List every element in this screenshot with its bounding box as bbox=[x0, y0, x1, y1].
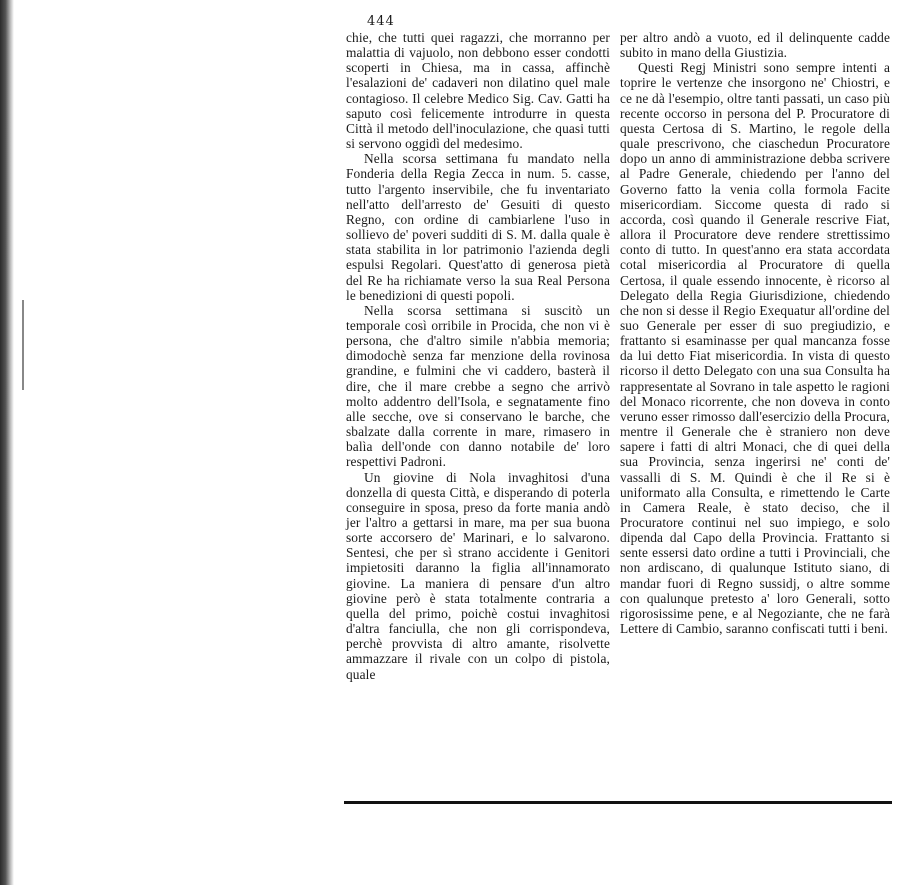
right-paragraph-1: per altro andò a vuoto, ed il delinquente cadde subito in mano della Giustizia. bbox=[620, 30, 890, 61]
left-paragraph-2: Nella scorsa settimana fu mandato nella Fonderia della Regia Zecca in num. 5. casse, tutto l'argento inservibile, che fu inventariato nell'atto dell'arresto de' Gesuiti di questo Regno, con ordine di cambiarlene l'uso in sollievo de' poveri sudditi di S. M. dalla quale è stata stabilita in lor patrimonio l'azienda degli espulsi Regolari. Quest'atto di generosa pietà del Re ha richiamate verso la sua Real Persona le benedizioni di questi popoli. bbox=[346, 151, 610, 303]
page-number: 444 bbox=[367, 14, 395, 29]
left-paragraph-1: chie, che tutti quei ragazzi, che morranno per malattia di vajuolo, non debbono esser condotti scoperti in Chiesa, ma in cassa, affinchè l'esalazioni de' cadaveri non dilatino quel male contagioso. Il celebre Medico Sig. Cav. Gatti ha saputo così felicemente introdurre in questa Città il metodo dell'inoculazione, che quasi tutti si servono oggidì del medesimo. bbox=[346, 30, 610, 152]
left-column bbox=[346, 30, 610, 682]
right-column bbox=[620, 30, 890, 636]
right-paragraph-2: Questi Regj Ministri sono sempre intenti a toprire le vertenze che insorgono ne' Chiostri, e ce ne dà l'esempio, oltre tanti passati, un caso più recente occorso in persona del P. Procuratore di questa Certosa di S. Martino, le regole della quale prescrivono, che ciaschedun Procuratore dopo un anno di amministrazione debba scrivere al Padre Generale, chiedendo per l'anno del Governo fatto la venia colla formola Facite misericordiam. Siccome questa di rado si accorda, così quando il Generale rescrive Fiat, allora il Procuratore deve rendere strettissimo conto di tutto. In quest'anno era stata accordata cotal misericordia al Procuratore di quella Certosa, il quale essendo innocente, è ricorso al Delegato della Regia Giurisdizione, chiedendo che non si desse il Regio Exequatur all'ordine del suo Generale per esser di suo pregiudizio, e frattanto si esaminasse per qual mancanza fosse da lui detto Fiat misericordia. In vista di questo ricorso il detto Delegato con una sua Consulta ha rappresentate al Sovrano in tale aspetto le ragioni del Monaco ricorrente, che non doveva in conto veruno esser rimosso dall'esercizio della Procura, mentre il Generale che è straniero non deve sapere i fatti di altri Monaci, che di quei della sua Provincia, senza ingerirsi ne' conti de' vassalli di S. M. Quindi è che il Re si è uniformato alla Consulta, e rimettendo le Carte in Camera Reale, è stato deciso, che il Procuratore continui nel suo impiego, e solo dipenda dal Capo della Provincia. Frattanto si sente essersi dato ordine a tutti i Provinciali, che non ardiscano, di qualunque Istituto siano, di mandar fuori di Regno sussidj, o altre somme con qualunque pretesto a' loro Generali, sotto rigorosissime pene, e al Negoziante, che ne farà Lettere di Cambio, saranno confiscati tutti i beni. bbox=[620, 60, 890, 637]
gutter-mark bbox=[22, 300, 24, 390]
bottom-rule bbox=[344, 801, 892, 804]
left-paragraph-3: Nella scorsa settimana si suscitò un temporale così orribile in Procida, che non vi è persona, che d'altro simile n'abbia memoria; dimodochè senza far menzione della rovinosa grandine, e fulmini che vi caddero, basterà il dire, che il mare crebbe a segno che arrivò molto addentro dell'Isola, e segnatamente fino alle secche, ove si conservano le barche, che sbalzate dalla corrente in mare, rimasero in balìa dell'onde con danno notabile de' loro respettivi Padroni. bbox=[346, 302, 610, 470]
left-paragraph-4: Un giovine di Nola invaghitosi d'una donzella di questa Città, e disperando di poterla conseguire in sposa, preso da forte mania andò jer l'altro a gettarsi in mare, ma per sua buona sorte accorsero de' Marinari, e lo salvarono. Sentesi, che per sì strano accidente i Genitori impietositi daranno la figlia all'innamorato giovine. La maniera di pensare d'un altro giovine però è stata totalmente contraria a quella del primo, poichè costui invaghitosi d'altra fanciulla, che non gli corrispondeva, perchè provvista di altro amante, risolvette ammazzare il rivale con un colpo di pistola, quale bbox=[346, 469, 610, 682]
page-gutter-shadow bbox=[0, 0, 14, 885]
